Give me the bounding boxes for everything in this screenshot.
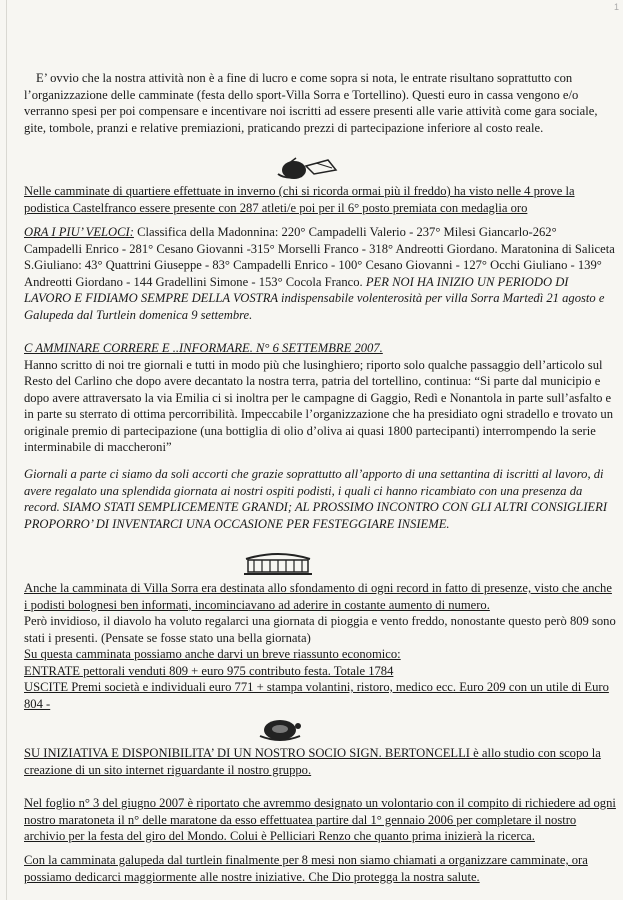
runner-doodle-icon <box>266 154 356 184</box>
giornali-paragraph <box>24 466 616 532</box>
veloci-body: Classifica della Madonnina: 220° Campadelli Valerio - 237° Milesi Giancarlo-262° Campadelli Enrico - 281° Cesano Giovanni -315° Morselli Franco - 318° Andreotti Giordano. Maratonina di Saliceta S.Giuliano: 43° Quattrini Giuseppe - 83° Campadelli Enrico - 100° Cesano Giovanni - 127° Occhi Giuliano - 139° Andreotti Giordano - 144 Gradellini Simone - 153° Cocola Franco. <box>24 225 615 289</box>
quartiere-text: Nelle camminate di quartiere effettuate in inverno (chi si ricorda ormai più il freddo) ha visto nelle 4 prove la podistica Castelfranco essere presente con 287 atleti/e poi per il 6° posto premiata con medaglia oro <box>24 184 575 215</box>
uscite-line: USCITE Premi società e individuali euro 771 + stampa volantini, ristoro, medico ecc. Euro 209 con un utile di Euro 804 - <box>24 680 609 711</box>
intro-paragraph <box>24 70 616 136</box>
informare-section <box>24 340 616 456</box>
sito-upper: SU INIZIATIVA E DISPONIBILITA’ DI UN NOSTRO SOCIO SIGN. BERTONCELLI <box>24 746 470 760</box>
giornali-text: Giornali a parte ci siamo da soli accorti che grazie soprattutto all’apporto di una settantina di iscritti al lavoro, di avere regalato una splendida giornata ai nostri ospiti podisti, i quali ci hanno ricambiato con una presenza da record. SIAMO STATI SEMPLICEMENTE GRANDI; AL PROSSIMO INCONTRO CON GLI ALTRI CONSIGLIERI PROPORRO’ DI INVENTARCI UNA OCCASIONE PER FESTEGGIARE INSIEME. <box>24 467 608 531</box>
veloci-italic: PER NOI HA INIZIO UN PERIODO DI LAVORO E FIDIAMO SEMPRE DELLA VOSTRA indispensabile volenterosità per villa Sorra Martedì 21 agosto e Galupeda dal Turtlein domenica 9 settembre. <box>24 274 605 322</box>
veloci-heading: ORA I PIU’ VELOCI: <box>24 225 134 239</box>
villa-sorra-section <box>24 580 616 712</box>
sito-text <box>24 745 616 778</box>
entrate-line: ENTRATE pettorali venduti 809 + euro 975 contributo festa. Totale 1784 <box>24 663 394 678</box>
corner-mark: 1 <box>613 2 619 12</box>
finale-paragraph <box>24 852 616 885</box>
sito-rest: è allo studio con scopo la creazione di un sito internet riguardante il nostro gruppo. <box>24 746 601 777</box>
veloci-text <box>24 224 616 323</box>
scan-edge <box>6 0 7 900</box>
intro-text: E’ ovvio che la nostra attività non è a fine di lucro e come sopra si nota, le entrate risultano soprattutto con l’organizzazione delle camminate (festa dello sport-Villa Sorra e Tortellino). Questi euro in cassa vengono e/o verranno spesi per poi compensare e incentivare noi iscritti ad essere presenti alle varie attività come gara sociale, gite, tombole, pranzi e relative premiazioni, praticando prezzi di partecipazione inferiore al costo reale. <box>24 71 598 135</box>
veloci-paragraph <box>24 224 616 323</box>
informare-heading: C AMMINARE CORRERE E ..INFORMARE. N° 6 SETTEMBRE 2007. <box>24 341 383 355</box>
informare-body: Hanno scritto di noi tre giornali e tutti in modo più che lusinghiero; riporto solo qualche passaggio dell’articolo sul Resto del Carlino che dopo avere decantato la nostra terra, patria del tortellino, continua: “Si parte dal municipio e dopo avere attraversato la via Emilia ci si inoltra per le campagne di Gaggio, Redì e Nonantola in parte sull’asfalto e in parte su sterrato di ottima percorribilità. Impeccabile l’organizzazione che ha presidiato ogni stradello e trovato un originale premio di partecipazione (una bottiglia di olio d’oliva ai quasi 1800 partecipanti) interrompendo la serie interminabile di maccheroni” <box>24 357 614 454</box>
riassunto-line: Su questa camminata possiamo anche darvi un breve riassunto economico: <box>24 647 401 661</box>
sito-paragraph <box>24 745 616 778</box>
villa-sorra-body: Però invidioso, il diavolo ha voluto regalarci una giornata di pioggia e vento freddo, nonostante questo però 809 sono stati i presenti. (Pensate se fosse stato una bella giornata) <box>24 614 616 645</box>
foglio-text: Nel foglio n° 3 del giugno 2007 è riportato che avremmo designato un volontario con il compito di richiedere ad ogni nostro maratoneta il n° delle maratone da esso effettuatea partire dal 1° gennaio 2006 per completare il nostro archivio per la festa del giro del Mondo. Colui è Pelliciari Renzo che quanto prima inizierà la ricerca. <box>24 796 616 843</box>
foglio-paragraph <box>24 795 616 845</box>
villa-sorra-underlined: Anche la camminata di Villa Sorra era destinata allo sfondamento di ogni record in fatto di presenze, visto che anche i podisti bolognesi ben informati, incominciavano ad aderire in costante aumento di numero. <box>24 581 612 612</box>
quartiere-paragraph <box>24 183 616 216</box>
turtle-doodle-icon <box>254 716 306 746</box>
finale-text: Con la camminata galupeda dal turtlein finalmente per 8 mesi non siamo chiamati a organizzare camminate, ora possiamo dedicarci maggiormente alle nostre iniziative. Che Dio protegga la nostra salute. <box>24 853 588 884</box>
building-doodle-icon <box>242 551 314 577</box>
